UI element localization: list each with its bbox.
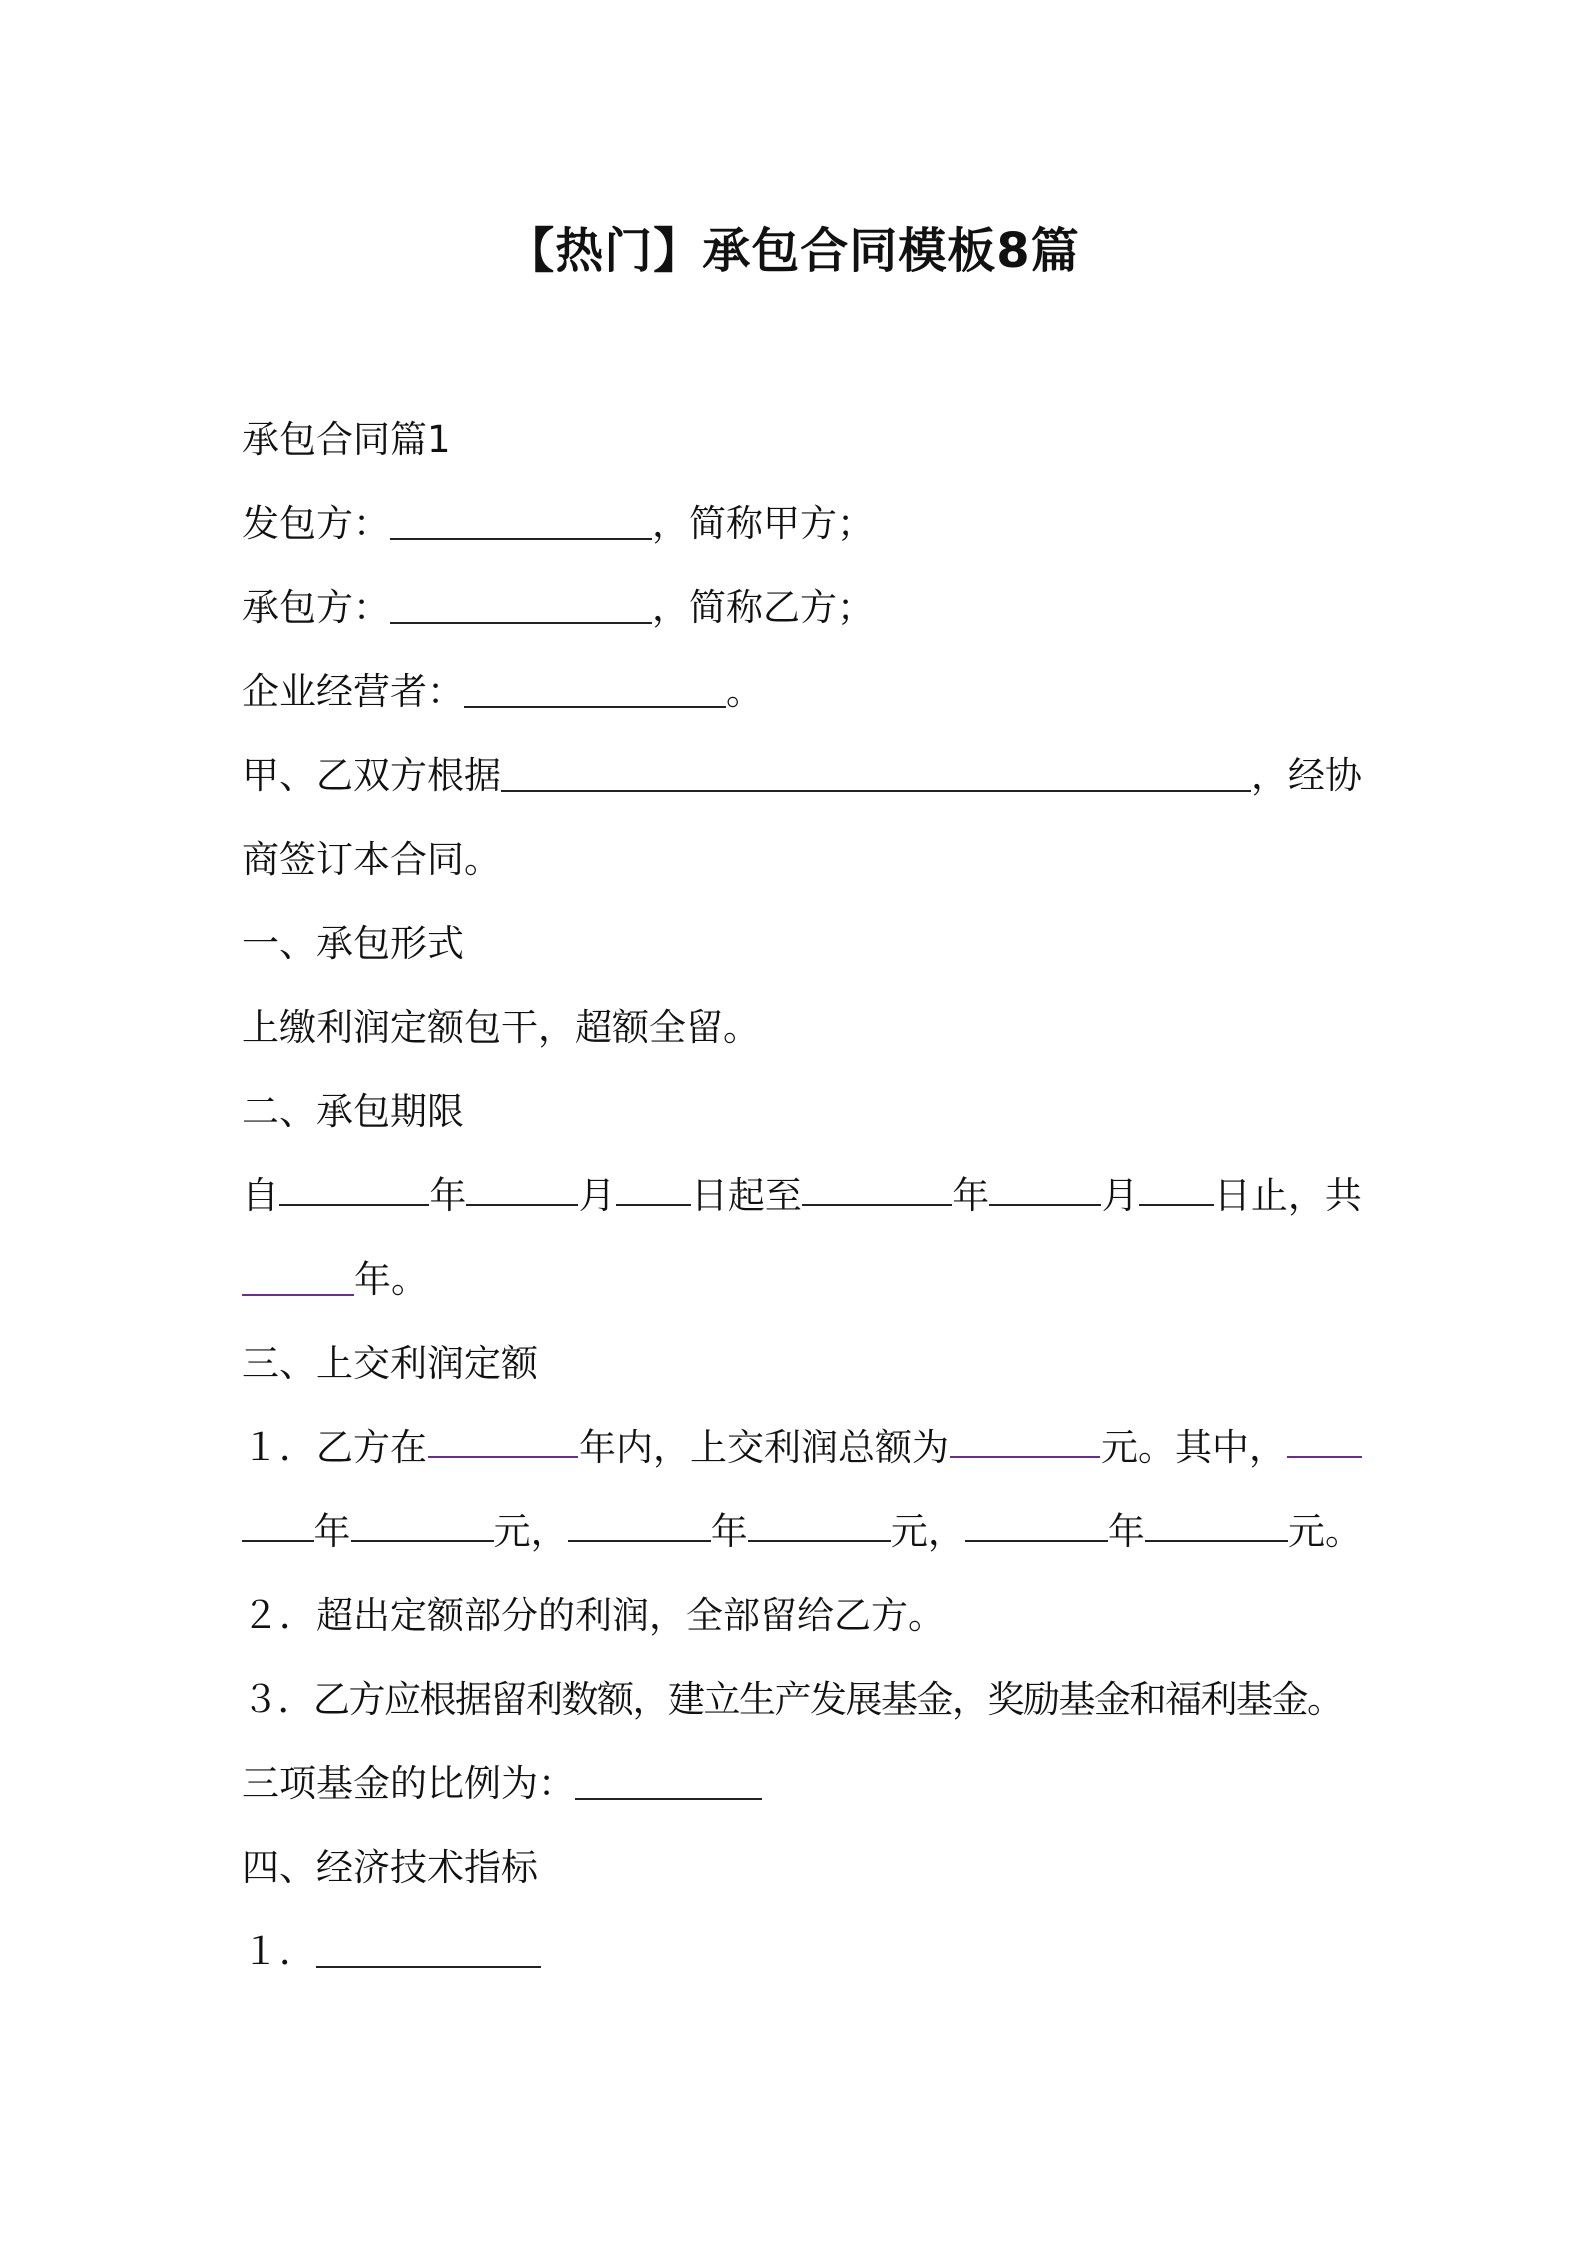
operator-suffix: 。: [726, 670, 763, 713]
breakdown-amount-1-blank: [351, 1506, 494, 1542]
basis-continuation: 商签订本合同。: [242, 838, 501, 881]
term-day-from: 日起至: [690, 1174, 802, 1217]
profit-item-1-b: 年内，上交利润总额为: [579, 1426, 949, 1469]
profit-item-1-a: １．乙方在: [242, 1426, 427, 1469]
breakdown-year-label: 年: [710, 1510, 748, 1553]
profit-years-blank: [428, 1422, 578, 1458]
indicator-item-1: [242, 1926, 1362, 1978]
basis-suffix: ，经协: [1251, 754, 1362, 797]
term-month-label: 月: [578, 1174, 616, 1217]
breakdown-year-1-blank: [242, 1506, 314, 1542]
breakdown-amount-3-blank: [1145, 1506, 1288, 1542]
contractor-label: 承包方：: [242, 586, 390, 629]
profit-item-1-c: 元。其中，: [1101, 1426, 1286, 1469]
heading-contract-form: 一、承包形式: [242, 922, 464, 965]
term-start-day-blank: [616, 1170, 691, 1206]
breakdown-amount-2-blank: [748, 1506, 891, 1542]
term-line: [242, 1170, 1362, 1222]
term-month-label: 月: [1101, 1174, 1139, 1217]
term-total-years-blank: [242, 1260, 354, 1296]
contractor-blank: [390, 588, 652, 624]
profit-breakdown-line: [242, 1506, 1362, 1558]
profit-breakdown-blank: [1287, 1422, 1362, 1458]
profit-total-blank: [950, 1422, 1100, 1458]
term-day-to: 日止，共: [1213, 1174, 1362, 1217]
employer-line: [242, 498, 1362, 550]
breakdown-year-label: 年: [313, 1510, 351, 1553]
term-end-year-blank: [802, 1170, 952, 1206]
profit-item-1: [242, 1422, 1362, 1474]
basis-line: [242, 750, 1362, 802]
indicator-item-1-blank: [316, 1932, 541, 1968]
operator-label: 企业经营者：: [242, 670, 464, 713]
term-years-end: 年。: [354, 1258, 428, 1301]
contract-form-text: 上缴利润定额包干，超额全留。: [242, 1006, 760, 1049]
breakdown-year-2-blank: [568, 1506, 711, 1542]
breakdown-yuan-comma: 元，: [493, 1510, 568, 1553]
breakdown-yuan-end: 元。: [1288, 1510, 1363, 1553]
contractor-line: [242, 582, 1362, 634]
fund-ratio-blank: [575, 1764, 762, 1800]
breakdown-year-3-blank: [965, 1506, 1108, 1542]
fund-ratio-line: [242, 1758, 1362, 1810]
profit-item-3: ３．乙方应根据留利数额，建立生产发展基金，奖励基金和福利基金。: [242, 1678, 1343, 1721]
basis-prefix: 甲、乙双方根据: [242, 754, 501, 797]
profit-item-2: ２．超出定额部分的利润，全部留给乙方。: [242, 1594, 945, 1637]
heading-economic-indicators: 四、经济技术指标: [242, 1846, 538, 1889]
document-title: 【热门】承包合同模板8篇: [506, 223, 1080, 279]
term-end-month-blank: [989, 1170, 1101, 1206]
employer-label: 发包方：: [242, 502, 390, 545]
term-from: 自: [242, 1174, 279, 1217]
breakdown-year-label: 年: [1107, 1510, 1145, 1553]
contractor-suffix: ，简称乙方；: [652, 586, 874, 629]
term-start-month-blank: [466, 1170, 578, 1206]
fund-ratio-label: 三项基金的比例为：: [242, 1762, 575, 1805]
term-year-label: 年: [429, 1174, 467, 1217]
term-year-label: 年: [952, 1174, 990, 1217]
term-total-line: [242, 1254, 1362, 1306]
heading-contract-term: 二、承包期限: [242, 1090, 464, 1133]
breakdown-yuan-comma: 元，: [890, 1510, 965, 1553]
heading-profit-quota: 三、上交利润定额: [242, 1342, 538, 1385]
section-heading: 承包合同篇1: [242, 418, 451, 461]
operator-line: [242, 666, 1362, 718]
indicator-item-1-number: １．: [242, 1930, 316, 1973]
basis-blank: [501, 756, 1251, 792]
term-end-day-blank: [1139, 1170, 1214, 1206]
operator-blank: [464, 672, 726, 708]
employer-blank: [390, 504, 652, 540]
employer-suffix: ，简称甲方；: [652, 502, 874, 545]
term-start-year-blank: [279, 1170, 429, 1206]
